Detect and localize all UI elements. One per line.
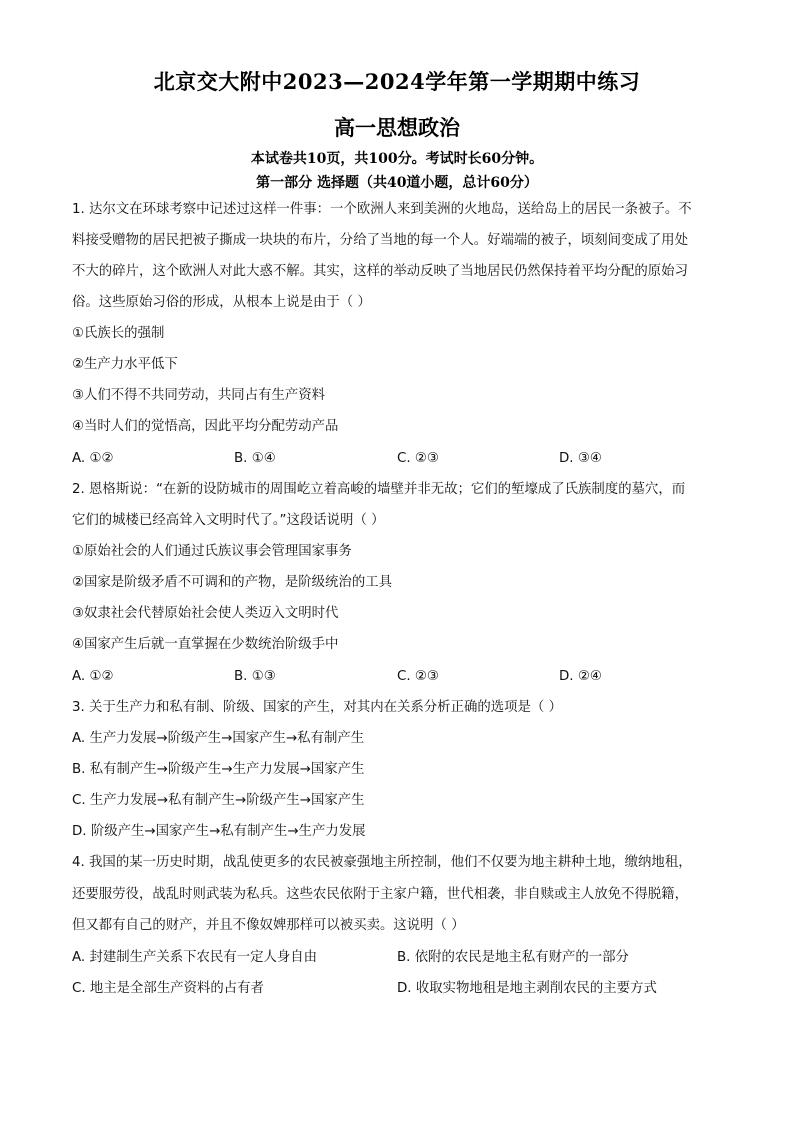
statement-item: ③人们不得不共同劳动，共同占有生产资料 xyxy=(72,388,326,403)
answer-option-d: D. ③④ xyxy=(559,451,602,466)
question-stem-line: 但又都有自己的财产，并且不像奴婢那样可以被买卖。这说明（ ） xyxy=(72,918,465,933)
answer-option-a: A. ①② xyxy=(72,451,114,466)
answer-option-c: C. ②③ xyxy=(397,451,439,466)
question-stem-line: 4. 我国的某一历史时期，战乱使更多的农民被豪强地主所控制，他们不仅要为地主耕种土地，缴纳地租， xyxy=(72,855,692,870)
statement-item: ③奴隶社会代替原始社会使人类迈入文明时代 xyxy=(72,606,339,621)
answer-option-d: D. ②④ xyxy=(559,669,602,684)
question-stem-line: 2. 恩格斯说：“在新的设防城市的周围屹立着高峻的墙壁并非无故；它们的堑壕成了氏族制度的墓穴，而 xyxy=(72,482,686,497)
answer-option-b: B. 依附的农民是地主私有财产的一部分 xyxy=(397,950,629,965)
question-stem-line: 它们的城楼已经高耸入文明时代了。”这段话说明（ ） xyxy=(72,513,385,528)
section-heading: 第一部分 选择题（共40道小题，总计60分） xyxy=(256,175,538,191)
answer-option-a: A. 生产力发展→阶级产生→国家产生→私有制产生 xyxy=(72,731,365,746)
statement-item: ②国家是阶级矛盾不可调和的产物，是阶级统治的工具 xyxy=(72,575,392,590)
statement-item: ④国家产生后就一直掌握在少数统治阶级手中 xyxy=(72,637,339,652)
answer-option-b: B. 私有制产生→阶级产生→生产力发展→国家产生 xyxy=(72,762,365,777)
subject-title: 高一思想政治 xyxy=(334,115,460,140)
exam-title: 北京交大附中2023—2024学年第一学期期中练习 xyxy=(153,69,641,94)
question-stem-line: 还要服劳役，战乱时则武装为私兵。这些农民依附于主家户籍，世代相袭，非自赎或主人放免不得脱籍， xyxy=(72,887,688,902)
answer-option-d: D. 收取实物地租是地主剥削农民的主要方式 xyxy=(397,981,657,996)
answer-option-c: C. ②③ xyxy=(397,669,439,684)
statement-item: ④当时人们的觉悟高，因此平均分配劳动产品 xyxy=(72,419,339,434)
answer-option-a: A. 封建制生产关系下农民有一定人身自由 xyxy=(72,950,318,965)
answer-option-a: A. ①② xyxy=(72,669,114,684)
question-stem-line: 料接受赠物的居民把被子撕成一块块的布片，分给了当地的每一个人。好端端的被子，顷刻间变成了用处 xyxy=(72,233,688,248)
question-stem-line: 不大的碎片，这个欧洲人对此大惑不解。其实，这样的举动反映了当地居民仍然保持着平均分配的原始习 xyxy=(72,264,688,279)
answer-option-b: B. ①③ xyxy=(234,669,276,684)
statement-item: ①原始社会的人们通过氏族议事会管理国家事务 xyxy=(72,544,352,559)
answer-option-c: C. 生产力发展→私有制产生→阶级产生→国家产生 xyxy=(72,793,365,808)
question-stem-line: 3. 关于生产力和私有制、阶级、国家的产生，对其内在关系分析正确的选项是（ ） xyxy=(72,700,562,715)
question-stem-line: 1. 达尔文在环球考察中记述过这样一件事：一个欧洲人来到美洲的火地岛，送给岛上的居民一条被子。不 xyxy=(72,202,692,217)
answer-option-c: C. 地主是全部生产资料的占有者 xyxy=(72,981,264,996)
answer-option-d: D. 阶级产生→国家产生→私有制产生→生产力发展 xyxy=(72,824,366,839)
question-stem-line: 俗。这些原始习俗的形成，从根本上说是由于（ ） xyxy=(72,295,371,310)
answer-option-b: B. ①④ xyxy=(234,451,276,466)
statement-item: ①氏族长的强制 xyxy=(72,326,165,341)
statement-item: ②生产力水平低下 xyxy=(72,357,178,372)
exam-info: 本试卷共10页，共100分。考试时长60分钟。 xyxy=(250,151,544,167)
